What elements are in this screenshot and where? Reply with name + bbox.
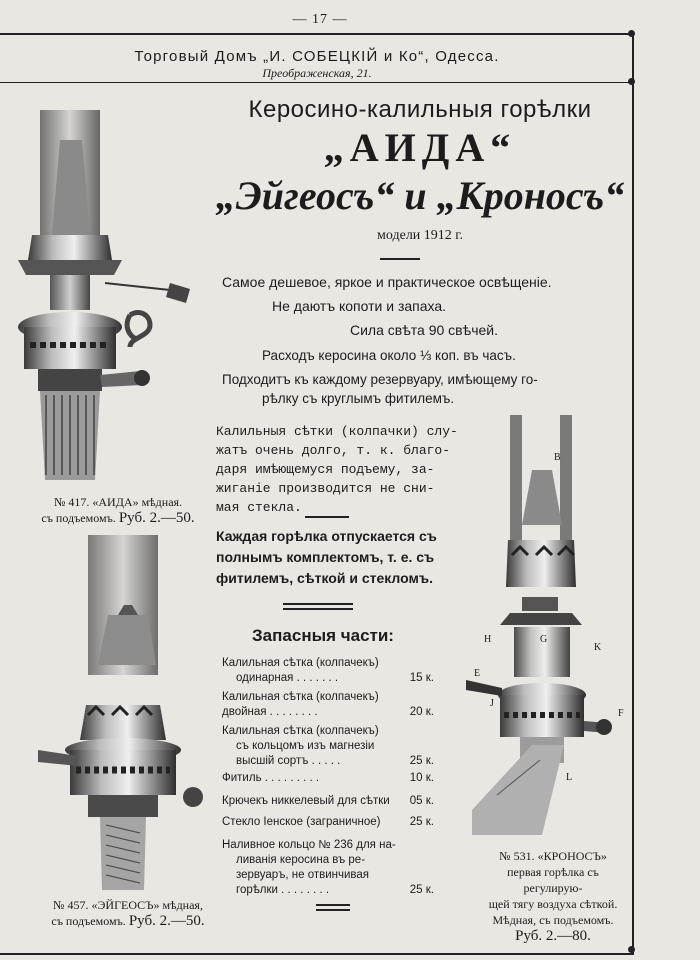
product-caption-417: № 417. «АИДА» мѣдная. съ подъемомъ. Руб. 2.—50. bbox=[41, 495, 195, 526]
feature-line: Самое дешевое, яркое и практическое освѣщеніе. bbox=[222, 274, 552, 290]
text-line: жиганіе производится не сни- bbox=[216, 481, 435, 496]
diagram-letter: F bbox=[618, 708, 624, 719]
consumption-line: Расходъ керосина около ⅓ коп. въ часъ. bbox=[262, 348, 516, 363]
part-price: 25 к. bbox=[409, 755, 434, 767]
spare-part-item: Крючекъ никкелевый для сѣтки 05 к. bbox=[222, 795, 434, 807]
spare-part-item: Стекло Іенское (заграничное) 25 к. bbox=[222, 816, 434, 828]
part-price: 10 к. bbox=[409, 772, 434, 784]
part-price: 25 к. bbox=[409, 816, 434, 828]
diagram-letter: E bbox=[474, 668, 481, 679]
model-year: модели 1912 г. bbox=[377, 228, 463, 243]
spare-parts-title: Запасныя части: bbox=[252, 626, 394, 645]
feature-line: Не даютъ копоти и запаха. bbox=[272, 298, 447, 314]
separator-rule bbox=[305, 516, 349, 518]
fits-line: рѣлку съ круглымъ фитилемъ. bbox=[262, 391, 455, 406]
separator-rule bbox=[283, 603, 353, 605]
spare-part-item: Калильная сѣтка (колпачекъ) одинарная . . . . . . . 15 к. bbox=[222, 657, 434, 684]
spare-part-item: Фитиль . . . . . . . . . 10 к. bbox=[222, 772, 434, 784]
page-number: — 17 — bbox=[292, 12, 348, 27]
text-line: фитилемъ, сѣткой и стекломъ. bbox=[216, 570, 433, 586]
complete-set-paragraph bbox=[216, 526, 466, 589]
kronos-lamp-illustration bbox=[452, 415, 622, 835]
diagram-letter: H bbox=[484, 634, 492, 645]
spare-part-item: Калильная сѣтка (колпачекъ) съ кольцомъ изъ магнезіи высшій сортъ . . . . . 25 к. bbox=[222, 725, 434, 767]
spare-part-item: Наливное кольцо № 236 для на- ливанія керосина въ ре- зервуаръ, не отвинчивая горѣлки . . . . . . . . 25 к. bbox=[222, 839, 434, 896]
spare-part-item: Калильная сѣтка (колпачекъ) двойная . . . . . . . . 20 к. bbox=[222, 691, 434, 718]
diagram-letter: B bbox=[554, 452, 561, 463]
text-line: Каждая горѣлка отпускается съ bbox=[216, 528, 437, 544]
separator-rule bbox=[380, 258, 420, 260]
ad-title-line2: „АИДА“ bbox=[323, 125, 517, 170]
diagram-letter: G bbox=[540, 634, 548, 645]
feature-line: Сила свѣта 90 свѣчей. bbox=[350, 322, 498, 338]
header-rule bbox=[0, 82, 634, 83]
ad-title-line1: Керосино-калильныя горѣлки bbox=[248, 96, 592, 123]
diagram-letter: K bbox=[594, 642, 602, 653]
part-price: 20 к. bbox=[409, 706, 434, 718]
text-line: даря имѣющемуся подъему, за- bbox=[216, 462, 435, 477]
eigeos-lamp-illustration bbox=[28, 535, 208, 895]
diagram-letter: J bbox=[490, 698, 494, 709]
company-address: Преображенская, 21. bbox=[262, 66, 372, 80]
separator-rule bbox=[283, 608, 353, 610]
part-price: 15 к. bbox=[409, 672, 434, 684]
diagram-letter: L bbox=[566, 772, 573, 783]
product-caption-531: № 531. «КРОНОСЪ» первая горѣлка съ регулирую- щей тягу воздуха сѣткой. Мѣдная, съ подъемомъ. Руб. 2.—80. bbox=[488, 849, 618, 944]
ad-title-line3: „Эйгеосъ“ и „Кроносъ“ bbox=[215, 173, 625, 218]
product-caption-457: № 457. «ЭЙГЕОСЪ» мѣдная, съ подъемомъ. Руб. 2.—50. bbox=[51, 898, 205, 929]
company-header: Торговый Домъ „И. СОБЕЦКІЙ и Ко“, Одесса. bbox=[134, 48, 500, 65]
fits-line: Подходитъ къ каждому резервуару, имѣющему го- bbox=[222, 372, 538, 387]
text-line: полнымъ комплектомъ, т. е. съ bbox=[216, 549, 435, 565]
frame-corner-dot bbox=[628, 30, 635, 37]
frame-corner-dot bbox=[628, 946, 635, 953]
mantles-paragraph bbox=[216, 422, 466, 517]
separator-rule bbox=[316, 909, 350, 911]
text-line: Калильныя сѣтки (колпачки) слу- bbox=[216, 424, 458, 439]
part-price: 25 к. bbox=[409, 884, 434, 896]
aida-lamp-illustration bbox=[10, 105, 200, 490]
text-line: жатъ очень долго, т. к. благо- bbox=[216, 443, 451, 458]
part-price: 05 к. bbox=[409, 795, 434, 807]
text-line: мая стекла. bbox=[216, 500, 302, 515]
separator-rule bbox=[316, 904, 350, 906]
